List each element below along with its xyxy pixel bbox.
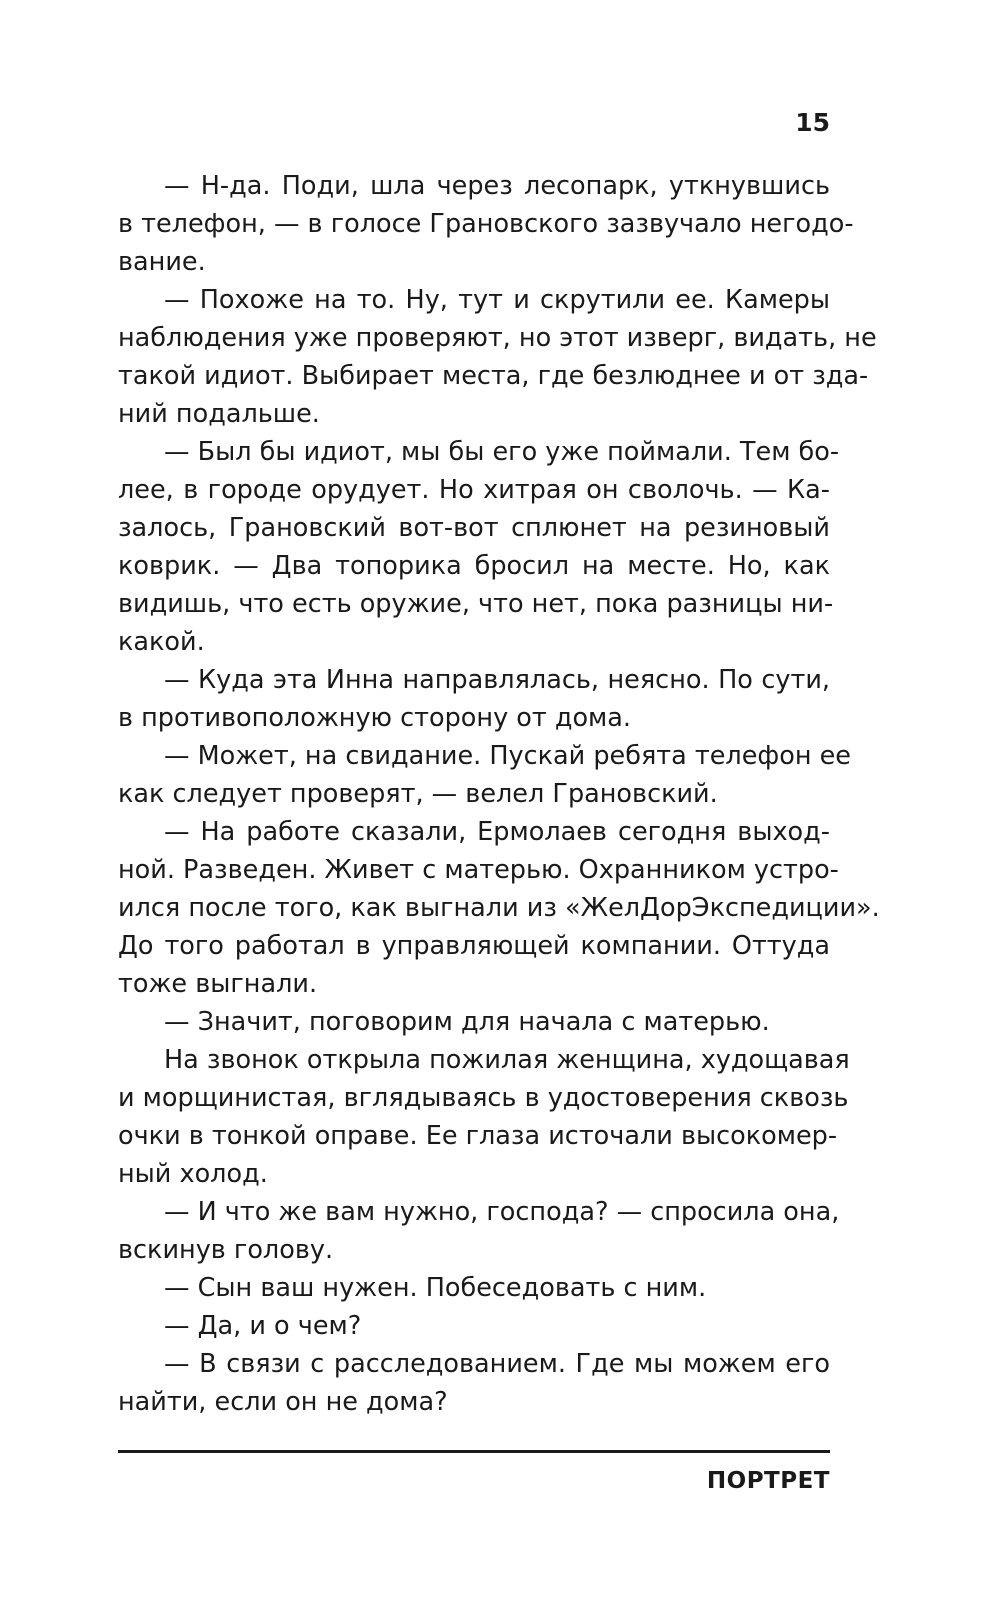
text-line: До того работал в управляющей компании. Оттуда	[118, 931, 830, 961]
text-line: ный холод.	[118, 1159, 268, 1189]
text-line: вскинув голову.	[118, 1235, 334, 1265]
text-line: как следует проверят, — велел Грановский.	[118, 779, 718, 809]
text-line: наблюдения уже проверяют, но этот изверг, видать, не	[118, 323, 877, 353]
text-line: — Похоже на то. Ну, тут и скрутили ее. Камеры	[164, 285, 830, 315]
text-line: — В связи с расследованием. Где мы можем его	[164, 1349, 830, 1379]
page-number: 15	[795, 108, 830, 137]
text-line: в телефон, — в голосе Грановского зазвучало негодо-	[118, 209, 854, 239]
text-line: — На работе сказали, Ермолаев сегодня выход-	[164, 817, 830, 847]
text-line: — Значит, поговорим для начала с матерью.	[164, 1007, 770, 1037]
text-line: На звонок открыла пожилая женщина, худощавая	[164, 1045, 850, 1075]
text-line: — И что же вам нужно, господа? — спросила она,	[164, 1197, 840, 1227]
text-line: — Сын ваш нужен. Побеседовать с ним.	[164, 1273, 707, 1303]
text-line: какой.	[118, 627, 205, 657]
text-line: — Н-да. Поди, шла через лесопарк, уткнувшись	[164, 171, 830, 201]
text-line: такой идиот. Выбирает места, где безлюднее и от зда-	[118, 361, 869, 391]
text-line: ний подальше.	[118, 399, 320, 429]
text-line: лее, в городе орудует. Но хитрая он сволочь. — Ка-	[118, 475, 830, 505]
text-line: найти, если он не дома?	[118, 1387, 448, 1417]
text-line: видишь, что есть оружие, что нет, пока разницы ни-	[118, 589, 834, 619]
footer-divider	[118, 1450, 830, 1453]
text-line: коврик. — Два топорика бросил на месте. Но, как	[118, 551, 830, 581]
text-line: в противоположную сторону от дома.	[118, 703, 632, 733]
text-line: ной. Разведен. Живет с матерью. Охранником устро-	[118, 855, 839, 885]
text-line: залось, Грановский вот-вот сплюнет на резиновый	[118, 513, 830, 543]
text-line: вание.	[118, 247, 206, 277]
text-line: очки в тонкой оправе. Ее глаза источали высокомер-	[118, 1121, 838, 1151]
body-text	[118, 167, 880, 1421]
text-line: — Был бы идиот, мы бы его уже поймали. Тем бо-	[164, 437, 840, 467]
text-line: — Куда эта Инна направлялась, неясно. По сути,	[164, 665, 830, 695]
text-line: — Может, на свидание. Пускай ребята телефон ее	[164, 741, 851, 771]
text-line: ился после того, как выгнали из «ЖелДорЭкспедиции».	[118, 893, 880, 923]
running-footer-title: ПОРТРЕТ	[706, 1468, 830, 1494]
text-line: — Да, и о чем?	[164, 1311, 362, 1341]
text-line: и морщинистая, вглядываясь в удостоверения сквозь	[118, 1083, 849, 1113]
text-line: тоже выгнали.	[118, 969, 318, 999]
